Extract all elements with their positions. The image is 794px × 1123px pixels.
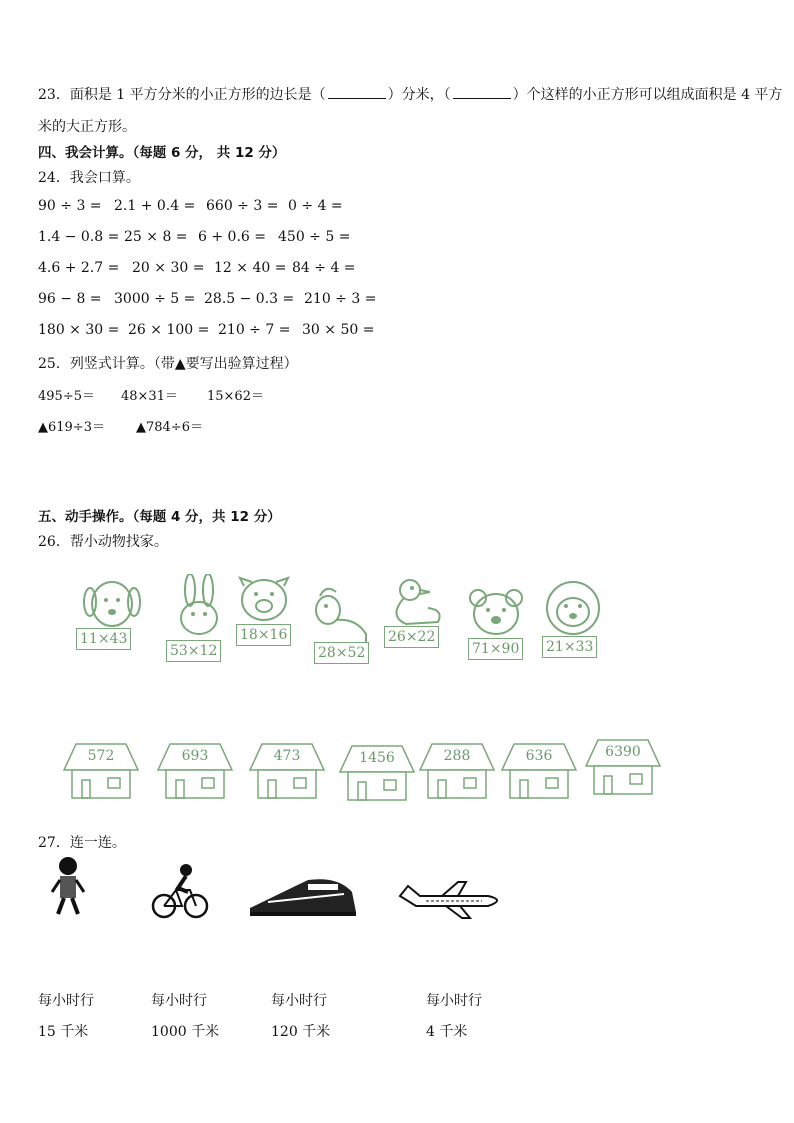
- q24-item: 1.4 − 0.8 =: [38, 229, 120, 245]
- house-number: 6390: [605, 744, 641, 760]
- q24-item: 20 × 30 =: [132, 260, 205, 276]
- speed-label-2: 每小时行: [151, 993, 207, 1009]
- q24-item: 12 × 40 =: [214, 260, 287, 276]
- q24-item: 2.1 + 0.4 =: [114, 198, 196, 214]
- house-2[interactable]: [156, 740, 234, 800]
- person-walking-icon: [48, 856, 88, 918]
- q24-item: 660 ÷ 3 =: [206, 198, 279, 214]
- train-figure: [248, 872, 358, 926]
- rabbit-icon: [166, 574, 232, 644]
- q25-title: 25．列竖式计算。（带▲要写出验算过程）: [38, 356, 298, 372]
- goat-icon: [306, 584, 372, 644]
- house-7[interactable]: [584, 736, 662, 796]
- sign-bear: 71×90: [468, 638, 523, 660]
- q24-item: 26 × 100 =: [128, 322, 210, 338]
- q23-text-c: ）个这样的小正方形可以组成面积是 4 平方: [512, 87, 783, 103]
- pig-icon: [236, 576, 296, 624]
- bear-icon: [466, 588, 526, 638]
- house-number: 288: [443, 748, 471, 764]
- q23-text-b: ）分米，（: [387, 87, 451, 103]
- q23-blank-2[interactable]: [453, 86, 511, 99]
- section4-title: 四、我会计算。（每题 6 分， 共 12 分）: [38, 145, 286, 161]
- house-6[interactable]: [500, 740, 578, 800]
- airplane-figure: [396, 880, 508, 924]
- q24-item: 25 × 8 =: [124, 229, 188, 245]
- sign-duck: 26×22: [384, 626, 439, 648]
- sign-goat: 28×52: [314, 642, 369, 664]
- q24-item: 3000 ÷ 5 =: [114, 291, 196, 307]
- walking-person-figure: [48, 856, 88, 922]
- airplane-icon: [396, 880, 508, 920]
- monkey-icon: [540, 580, 606, 636]
- train-icon: [248, 872, 358, 922]
- speed-label-3: 每小时行: [271, 993, 327, 1009]
- house-number: 636: [525, 748, 553, 764]
- rabbit-figure: [166, 574, 232, 648]
- house-number: 572: [87, 748, 115, 764]
- q24-item: 84 ÷ 4 =: [292, 260, 356, 276]
- sign-pig: 18×16: [236, 624, 291, 646]
- sign-monkey: 21×33: [542, 636, 597, 658]
- q25-item: 15×62＝: [207, 389, 264, 404]
- pig-figure: [236, 576, 296, 628]
- speed-value-3: 120 千米: [271, 1024, 331, 1040]
- duck-icon: [382, 576, 448, 632]
- q24-item: 96 − 8 =: [38, 291, 102, 307]
- q23-line1: [38, 84, 782, 104]
- q24-title: 24．我会口算。: [38, 170, 140, 186]
- section5-title: 五、动手操作。（每题 4 分，共 12 分）: [38, 509, 281, 525]
- q24-item: 0 ÷ 4 =: [288, 198, 343, 214]
- house-5[interactable]: [418, 740, 496, 800]
- q24-item: 210 ÷ 7 =: [218, 322, 291, 338]
- q25-item: 48×31＝: [121, 389, 178, 404]
- q23-text-a: 23．面积是 1 平方分米的小正方形的边长是（: [38, 87, 326, 103]
- q24-item: 4.6 + 2.7 =: [38, 260, 120, 276]
- sign-rabbit: 53×12: [166, 640, 221, 662]
- q23-blank-1[interactable]: [328, 86, 386, 99]
- speed-value-2: 1000 千米: [151, 1024, 220, 1040]
- q24-item: 28.5 − 0.3 =: [204, 291, 295, 307]
- q24-item: 210 ÷ 3 =: [304, 291, 377, 307]
- house-number: 473: [273, 748, 301, 764]
- q24-item: 180 × 30 =: [38, 322, 120, 338]
- house-number: 693: [181, 748, 209, 764]
- speed-label-4: 每小时行: [426, 993, 482, 1009]
- speed-label-1: 每小时行: [38, 993, 94, 1009]
- bear-figure: [466, 588, 526, 642]
- house-number: 1456: [359, 750, 395, 766]
- q27-title: 27．连一连。: [38, 835, 126, 851]
- q25-item: ▲619÷3＝: [38, 420, 105, 435]
- q25-item: 495÷5＝: [38, 389, 95, 404]
- q24-item: 6 + 0.6 =: [198, 229, 266, 245]
- speed-value-1: 15 千米: [38, 1024, 89, 1040]
- bicycle-icon: [150, 862, 210, 922]
- q24-item: 450 ÷ 5 =: [278, 229, 351, 245]
- q23-line2: 米的大正方形。: [38, 119, 136, 135]
- cyclist-figure: [150, 862, 210, 926]
- speed-value-4: 4 千米: [426, 1024, 468, 1040]
- house-3[interactable]: [248, 740, 326, 800]
- goat-figure: [306, 584, 372, 648]
- q24-item: 90 ÷ 3 =: [38, 198, 102, 214]
- house-1[interactable]: [62, 740, 140, 800]
- q26-title: 26．帮小动物找家。: [38, 534, 168, 550]
- monkey-figure: [540, 580, 606, 640]
- q25-item: ▲784÷6＝: [136, 420, 203, 435]
- house-4[interactable]: [338, 742, 416, 802]
- sign-dog: 11×43: [76, 628, 131, 650]
- q24-item: 30 × 50 =: [302, 322, 375, 338]
